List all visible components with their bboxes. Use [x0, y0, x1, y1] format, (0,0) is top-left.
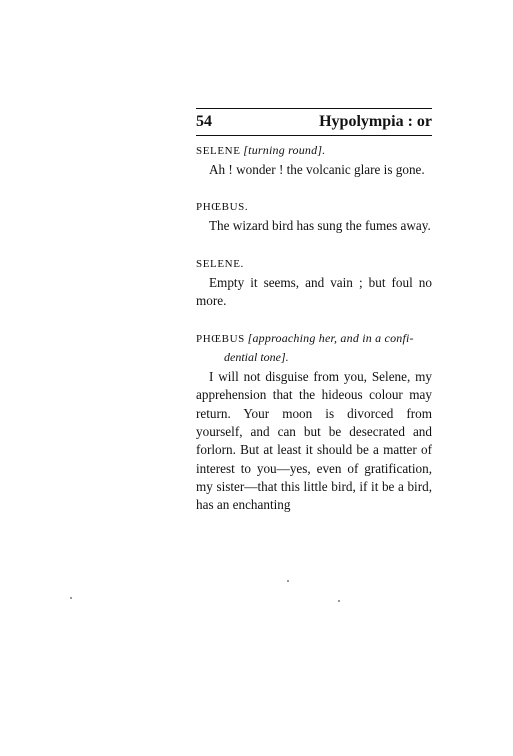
- speaker-name: PHŒBUS.: [196, 201, 249, 214]
- page-number: 54: [196, 113, 212, 130]
- header-bottom-rule: [196, 135, 432, 136]
- book-page: [196, 108, 432, 515]
- dialogue-block: [196, 330, 432, 514]
- speech-text: The wizard bird has sung the fumes away.: [209, 218, 431, 234]
- page-header: [196, 113, 432, 133]
- speech-text: Empty it seems, and vain ; but foul no more.: [196, 274, 432, 308]
- stage-direction: [turning round].: [243, 143, 326, 157]
- speaker-line: [196, 142, 432, 159]
- scan-speck: [287, 580, 289, 582]
- header-top-rule: [196, 108, 432, 109]
- dialogue-block: [196, 256, 432, 311]
- running-title: Hypolympia : or: [319, 113, 432, 130]
- speaker-line: [196, 199, 432, 215]
- dialogue-block: [196, 142, 432, 179]
- speaker-name: SELENE.: [196, 257, 244, 270]
- scan-speck: [338, 600, 340, 602]
- speech-text: I will not disguise from you, Selene, my apprehension that the hideous colour may return. Your moon is divorced from yourself, and can but be desecrated and forlorn. But at least it should be a matter of interest to you—yes, even of gratification, my sister—that this little bird, if it be a bird, has an enchanting: [196, 369, 432, 513]
- speaker-line: [196, 256, 432, 272]
- speaker-name: SELENE: [196, 145, 241, 157]
- speaker-name: PHŒBUS: [196, 333, 245, 346]
- stage-direction-continued: dential tone].: [224, 350, 289, 365]
- scan-speck: [70, 597, 72, 599]
- stage-direction: [approaching her, and in a confi-: [247, 331, 414, 346]
- speaker-line: [196, 330, 432, 347]
- dialogue-block: [196, 199, 432, 235]
- speech-text: Ah ! wonder ! the volcanic glare is gone.: [209, 162, 425, 177]
